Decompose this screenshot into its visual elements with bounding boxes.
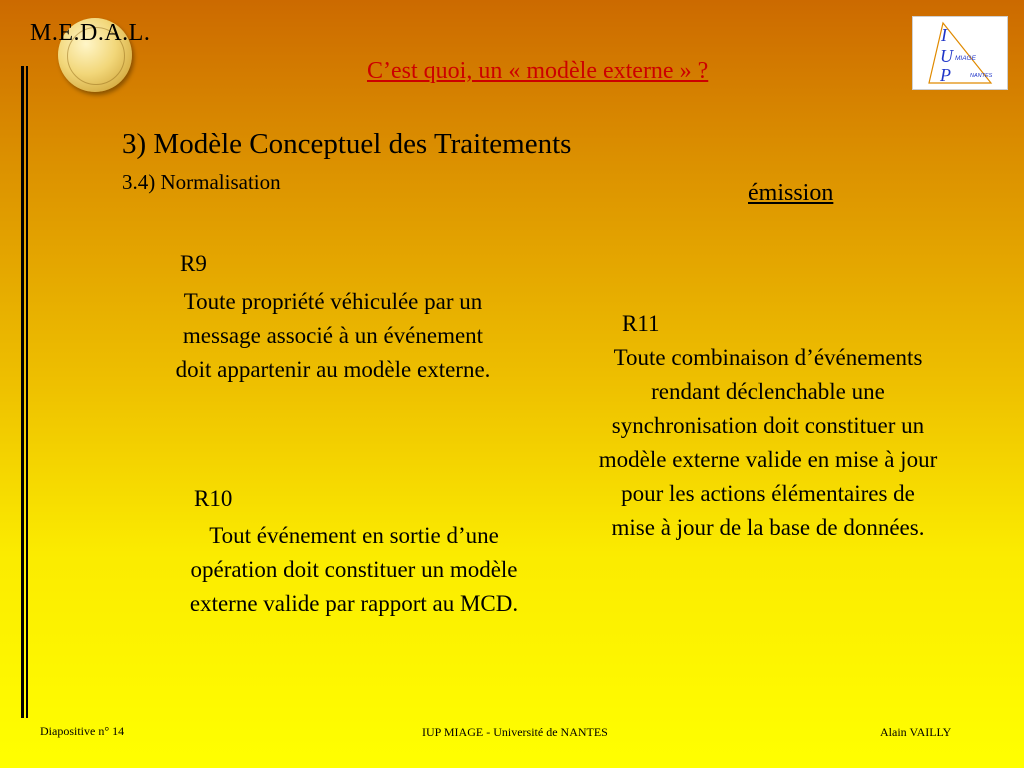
section-heading: 3) Modèle Conceptuel des Traitements [122, 128, 572, 160]
rule-id-r9: R9 [180, 251, 207, 276]
rule-text-r11: Toute combinaison d’événements rendant déclenchable une synchronisation doit constituer un modèle externe valide en mise à jour pour les actions élémentaires de mise à jour de la base de données. [598, 345, 938, 540]
rule-id-r10: R10 [194, 486, 233, 511]
rule-text-r9: Toute propriété véhiculée par un message associé à un événement doit appartenir au modèle externe. [175, 289, 491, 382]
logo-letter-p: P [940, 65, 951, 85]
left-vertical-bar [26, 66, 28, 718]
footer-author: Alain VAILLY [880, 725, 952, 739]
rule-text-r10: Tout événement en sortie d’une opération doit constituer un modèle externe valide par rapport au MCD. [189, 523, 519, 616]
emission-link[interactable]: émission [748, 180, 834, 206]
logo-letter-i: I [941, 25, 947, 45]
rule-id-r11: R11 [622, 311, 660, 336]
slide-number: Diapositive n° 14 [40, 724, 125, 738]
logo-graphic [913, 17, 1007, 89]
logo-nantes-text: NANTES [970, 73, 993, 79]
title-link[interactable]: C’est quoi, un « modèle externe » ? [367, 58, 709, 84]
iup-miage-logo [912, 16, 1008, 90]
logo-miage-text: MIAGE [955, 55, 976, 62]
logo-letter-u: U [940, 46, 953, 66]
brand-title: M.E.D.A.L. [30, 20, 151, 46]
footer-institution: IUP MIAGE - Université de NANTES [422, 725, 608, 739]
left-vertical-bar [21, 66, 24, 718]
subsection-heading: 3.4) Normalisation [122, 170, 281, 194]
